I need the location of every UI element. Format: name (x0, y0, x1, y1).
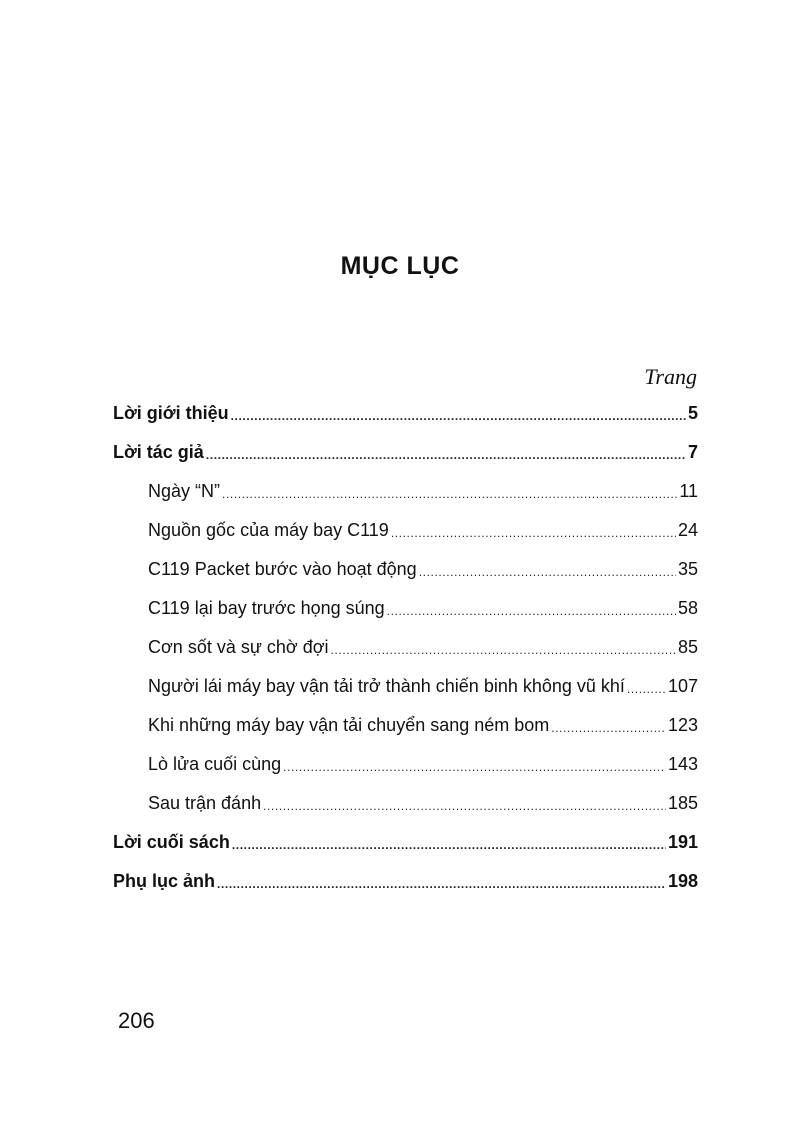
toc-entry-title: Phụ lục ảnh (113, 871, 216, 891)
dot-leader (551, 720, 666, 736)
toc-entry (148, 630, 698, 658)
toc-entry (148, 708, 698, 736)
dot-leader (232, 837, 666, 853)
toc-entry (148, 591, 698, 619)
toc-entry-page: 85 (677, 637, 698, 657)
toc-entry (148, 552, 698, 580)
dot-leader (331, 642, 676, 658)
toc-entry-title: Lời giới thiệu (113, 403, 229, 423)
toc-entry-title: Sau trận đánh (148, 793, 262, 813)
toc-entry-title: Cơn sốt và sự chờ đợi (148, 637, 329, 657)
dot-leader (387, 603, 676, 619)
toc-entry (148, 786, 698, 814)
toc-entry (113, 864, 698, 892)
dot-leader (222, 486, 677, 502)
toc-entry-title: Người lái máy bay vận tải trở thành chiến binh không vũ khí (148, 676, 625, 696)
dot-leader (231, 408, 686, 424)
toc-entry (148, 513, 698, 541)
toc-entry (148, 747, 698, 775)
toc-entry-page: 198 (667, 871, 698, 891)
toc-entry-title: Ngày “N” (148, 481, 221, 501)
toc-entry-page: 185 (667, 793, 698, 813)
toc-entry-title: Nguồn gốc của máy bay C119 (148, 520, 389, 540)
toc-entry-page: 107 (667, 676, 698, 696)
toc-entry-page: 5 (687, 403, 698, 423)
toc-entry-title: Lò lửa cuối cùng (148, 754, 282, 774)
toc-entry (148, 669, 698, 697)
dot-leader (283, 759, 666, 775)
toc-entry (113, 396, 698, 424)
toc-entry-title: C119 Packet bước vào hoạt động (148, 559, 417, 579)
dot-leader (419, 564, 676, 580)
page-number: 206 (118, 1008, 155, 1033)
toc-entry-page: 11 (679, 481, 698, 501)
toc-entry-page: 35 (677, 559, 698, 579)
toc-entry-page: 58 (677, 598, 698, 618)
toc-entry (113, 435, 698, 463)
toc-entry-page: 24 (677, 520, 698, 540)
page-title: MỤC LỤC (340, 252, 460, 280)
toc-entry-page: 191 (667, 832, 698, 852)
toc-entry (148, 474, 698, 502)
toc-entry-page: 7 (687, 442, 698, 462)
dot-leader (217, 876, 666, 892)
dot-leader (206, 447, 686, 463)
toc-entry-page: 143 (667, 754, 698, 774)
dot-leader (391, 525, 676, 541)
toc-entry-title: Khi những máy bay vận tải chuyển sang ném bom (148, 715, 550, 735)
dot-leader (627, 681, 666, 697)
toc-entry-title: Lời cuối sách (113, 832, 230, 852)
toc-entry-page: 123 (667, 715, 698, 735)
dot-leader (263, 798, 666, 814)
toc-entry-title: Lời tác giả (113, 442, 204, 462)
toc-entry (113, 825, 698, 853)
page-column-label: Trang (644, 364, 697, 389)
toc-entry-title: C119 lại bay trước họng súng (148, 598, 385, 618)
